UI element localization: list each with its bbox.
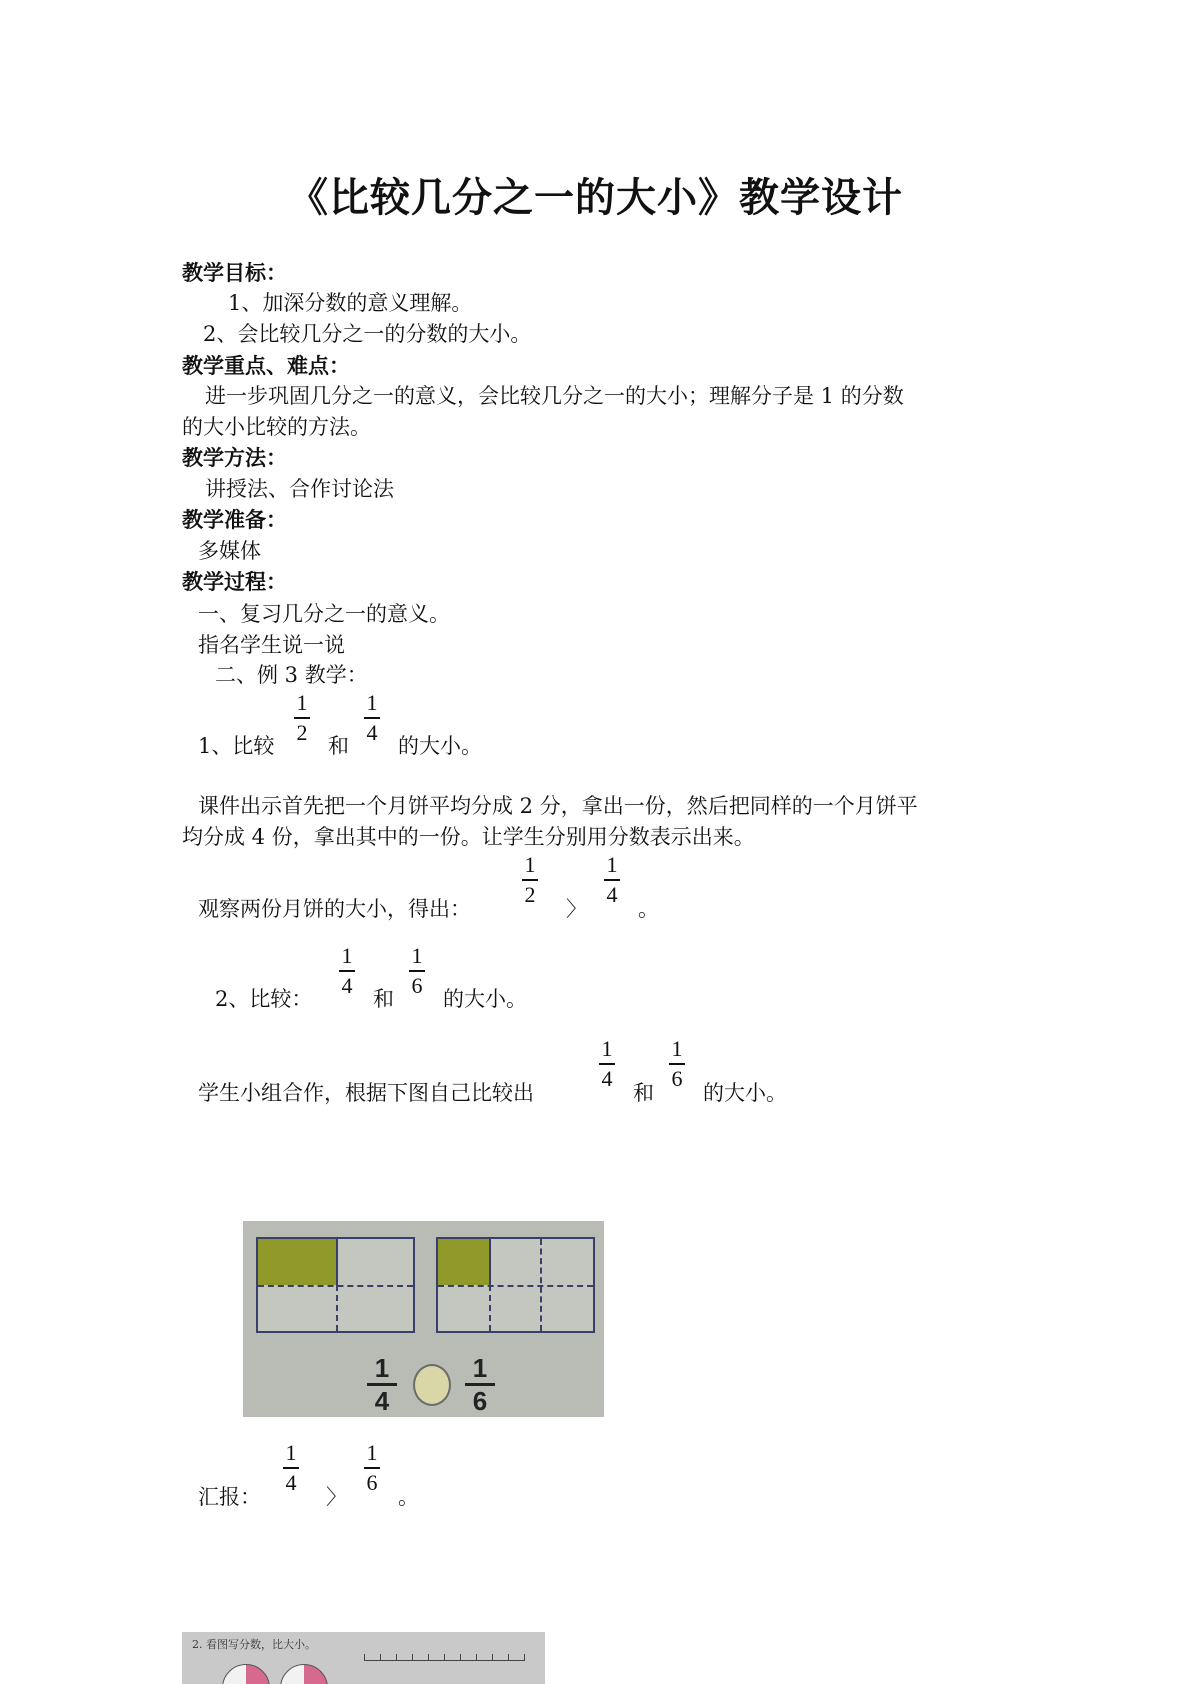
fraction-numerator: 1 (366, 690, 378, 715)
ex1-prefix: 1、比较 (198, 734, 275, 758)
fraction-denominator: 4 (601, 1065, 613, 1091)
observe-greater-sign: 〉 (566, 897, 587, 921)
fraction-denominator: 4 (366, 719, 378, 745)
fraction-numerator: 1 (285, 1440, 297, 1465)
fraction-1-6 (363, 1440, 381, 1496)
method-heading: 教学方法： (182, 445, 287, 470)
fraction-denominator: 4 (374, 1386, 390, 1416)
grid-quarters (256, 1237, 415, 1333)
page-title: 《比较几分之一的大小》教学设计 (288, 174, 903, 221)
fraction-bar (294, 717, 310, 719)
fraction-numerator: 1 (524, 852, 536, 877)
fraction-bar (669, 1063, 685, 1065)
grid-divider (489, 1285, 491, 1331)
fraction-numerator: 1 (606, 852, 618, 877)
fraction-denominator: 4 (341, 972, 353, 998)
process-step-1: 一、复习几分之一的意义。 (198, 602, 450, 626)
fraction-bar (409, 970, 425, 972)
key-points-heading: 教学重点、难点： (182, 353, 350, 378)
ex1-suffix: 的大小。 (398, 734, 482, 758)
fraction-bar (283, 1467, 299, 1469)
fraction-denominator: 6 (472, 1386, 488, 1416)
process-heading: 教学过程： (182, 569, 287, 594)
fraction-denominator: 6 (411, 972, 423, 998)
fraction-1-4 (338, 943, 356, 999)
ex1-and: 和 (328, 734, 349, 758)
fraction-bar (364, 717, 380, 719)
fraction-1-6 (668, 1036, 686, 1092)
process-step-2: 二、例 3 教学： (215, 663, 368, 687)
grid-divider (336, 1285, 338, 1331)
ex2-prefix: 2、比较： (215, 987, 313, 1011)
number-line-tick (396, 1654, 397, 1661)
fraction-1-2 (293, 690, 311, 746)
number-line-tick (476, 1654, 477, 1661)
grid-divider (438, 1285, 593, 1287)
number-line-tick (412, 1654, 413, 1661)
prep-text: 多媒体 (198, 539, 261, 563)
fraction-denominator: 6 (671, 1065, 683, 1091)
fraction-1-4 (598, 1036, 616, 1092)
fraction-numerator: 1 (366, 1440, 378, 1465)
goals-heading: 教学目标： (182, 260, 287, 285)
fraction-numerator: 1 (296, 690, 308, 715)
number-line-tick (380, 1654, 381, 1661)
grid-sixths (436, 1237, 595, 1333)
fraction-bar (604, 879, 620, 881)
fraction-numerator: 1 (341, 943, 353, 968)
fraction-numerator: 1 (601, 1036, 613, 1061)
ex2-suffix: 的大小。 (443, 987, 527, 1011)
number-line-tick (428, 1654, 429, 1661)
method-text: 讲授法、合作讨论法 (205, 477, 394, 501)
process-step-1-sub: 指名学生说一说 (198, 633, 345, 657)
figure-fraction-left (367, 1355, 397, 1414)
figure-fraction-right (465, 1355, 495, 1414)
fraction-numerator: 1 (472, 1353, 488, 1383)
number-line-tick (492, 1654, 493, 1661)
comparison-figure (243, 1221, 604, 1417)
fraction-denominator: 2 (296, 719, 308, 745)
key-points-line-1: 进一步巩固几分之一的意义，会比较几分之一的大小；理解分子是 1 的分数 (205, 384, 904, 408)
grid-divider (336, 1239, 338, 1285)
pie-half-icon (222, 1664, 270, 1684)
group-prefix: 学生小组合作，根据下图自己比较出 (198, 1081, 534, 1105)
fraction-bar (599, 1063, 615, 1065)
goal-item-2: 2、会比较几分之一的分数的大小。 (203, 322, 532, 346)
fraction-denominator: 6 (366, 1469, 378, 1495)
report-prefix: 汇报： (198, 1485, 261, 1509)
fraction-1-4 (363, 690, 381, 746)
fraction-numerator: 1 (411, 943, 423, 968)
group-suffix: 的大小。 (703, 1081, 787, 1105)
shaded-quarter (258, 1239, 336, 1285)
fraction-denominator: 4 (606, 881, 618, 907)
shaded-sixth (438, 1239, 489, 1285)
key-points-line-2: 的大小比较的方法。 (182, 415, 371, 439)
ex2-and: 和 (373, 987, 394, 1011)
number-line-tick (364, 1654, 365, 1661)
fraction-numerator: 1 (671, 1036, 683, 1061)
fraction-bar (522, 879, 538, 881)
fraction-bar (339, 970, 355, 972)
grid-divider (489, 1239, 491, 1285)
observe-prefix: 观察两份月饼的大小，得出： (198, 897, 471, 921)
ex1-paragraph-line-2: 均分成 4 份，拿出其中的一份。让学生分别用分数表示出来。 (182, 825, 755, 849)
fraction-1-4 (603, 852, 621, 908)
number-line-tick (444, 1654, 445, 1661)
number-line-tick (460, 1654, 461, 1661)
fraction-1-6 (408, 943, 426, 999)
fraction-denominator: 4 (285, 1469, 297, 1495)
fraction-bar (364, 1467, 380, 1469)
group-and: 和 (633, 1081, 654, 1105)
number-line-tick (508, 1654, 509, 1661)
fraction-denominator: 2 (524, 881, 536, 907)
comparison-circle (413, 1364, 451, 1406)
fraction-1-2 (521, 852, 539, 908)
number-line-tick (524, 1654, 525, 1661)
fraction-numerator: 1 (374, 1353, 390, 1383)
fraction-1-4 (282, 1440, 300, 1496)
exercise-figure (182, 1632, 545, 1684)
pie-quarter-icon (280, 1664, 328, 1684)
report-greater-sign: 〉 (326, 1485, 347, 1509)
ex1-paragraph-line-1: 课件出示首先把一个月饼平均分成 2 分，拿出一份，然后把同样的一个月饼平 (198, 794, 918, 818)
report-end: 。 (398, 1485, 419, 1509)
prep-heading: 教学准备： (182, 507, 287, 532)
observe-end: 。 (638, 897, 659, 921)
goal-item-1: 1、加深分数的意义理解。 (228, 291, 473, 315)
exercise-caption: 2. 看图写分数，比大小。 (192, 1638, 316, 1651)
